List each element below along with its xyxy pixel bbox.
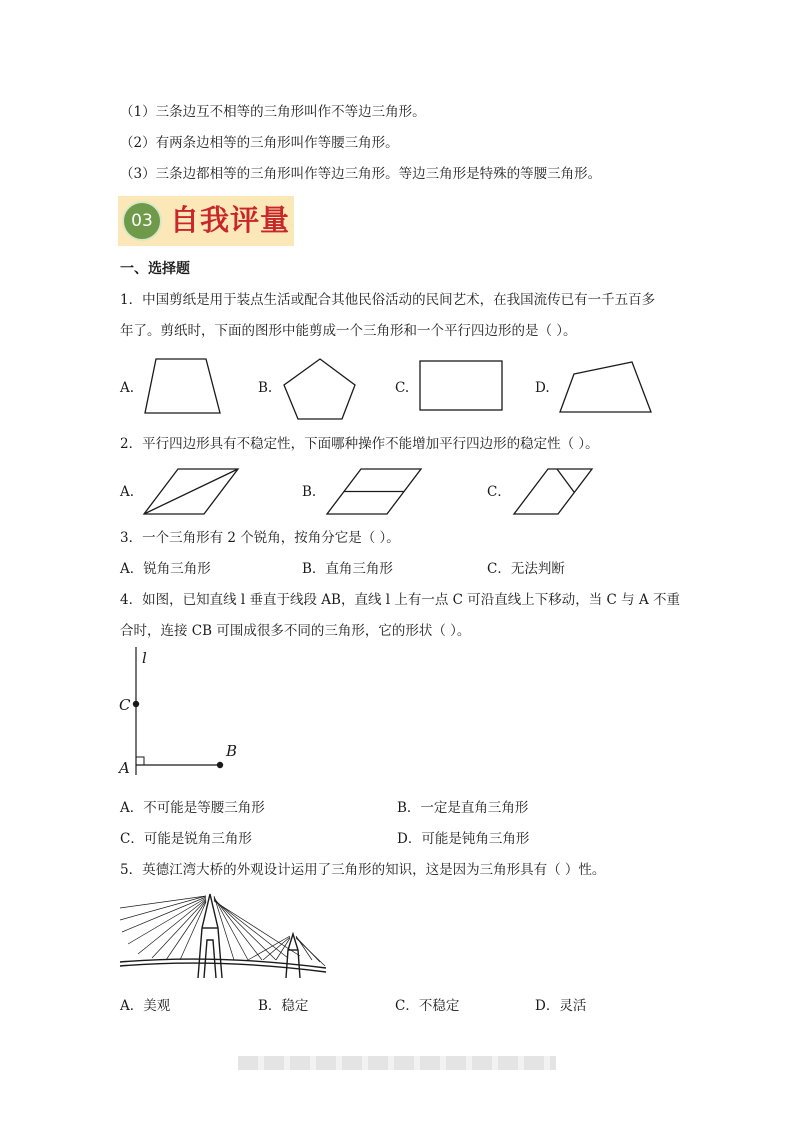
q5-text-line-1: 5．英德江湾大桥的外观设计运用了三角形的知识，这是因为三角形具有（ ）性。 — [120, 862, 606, 878]
q3-text-line-1: 3．一个三角形有 2 个锐角，按角分它是（ ）。 — [120, 530, 400, 546]
label-l: l — [142, 649, 147, 667]
q5-option-c: C．不稳定 — [395, 998, 460, 1014]
label-a: A — [119, 759, 130, 777]
point-b — [217, 762, 223, 768]
q3-option-b: B．直角三角形 — [302, 561, 393, 577]
section-heading: 一、选择题 — [120, 261, 190, 277]
section-title: 自我评量 — [170, 203, 291, 237]
q3-option-a: A．锐角三角形 — [120, 561, 211, 577]
q5-option-b: B．稳定 — [258, 998, 309, 1014]
q1-quadrilateral-figure — [556, 358, 656, 416]
intro-line-1: （1）三条边互不相等的三角形叫作不等边三角形。 — [120, 104, 426, 120]
q1-option-a-label: A. — [120, 380, 135, 396]
q4-option-b: B．一定是直角三角形 — [397, 800, 529, 816]
q2-parallelogram-diagonal-figure — [142, 466, 242, 518]
q1-text-line-1: 1．中国剪纸是用于装点生活或配合其他民俗活动的民间艺术，在我国流传已有一千五百多 — [120, 292, 656, 308]
label-c: C — [119, 696, 131, 714]
q2-parallelogram-corner-figure — [512, 466, 612, 518]
q4-geometry-figure — [110, 645, 250, 780]
q2-option-c-label: C． — [487, 484, 511, 500]
intro-line-3: （3）三条边都相等的三角形叫作等边三角形。等边三角形是特殊的等腰三角形。 — [120, 166, 602, 182]
q2-text-line-1: 2．平行四边形具有不稳定性，下面哪种操作不能增加平行四边形的稳定性（ ）。 — [120, 436, 599, 452]
q5-bridge-illustration — [118, 888, 328, 983]
q4-text-line-1: 4．如图，已知直线 l 垂直于线段 AB，直线 l 上有一点 C 可沿直线上下移动，当 C 与 A 不重 — [120, 592, 681, 608]
q4-option-c: C．可能是锐角三角形 — [120, 831, 252, 847]
right-angle-mark — [136, 757, 144, 765]
q5-option-d: D．灵活 — [535, 998, 587, 1014]
q2-option-a-label: A. — [120, 484, 135, 500]
q2-parallelogram-midline-figure — [325, 466, 425, 518]
q1-option-c-label: C. — [395, 380, 410, 396]
q1-text-line-2: 年了。剪纸时，下面的图形中能剪成一个三角形和一个平行四边形的是（ ）。 — [120, 323, 577, 339]
intro-line-2: （2）有两条边相等的三角形叫作等腰三角形。 — [120, 135, 399, 151]
footer-watermark — [238, 1056, 556, 1070]
q4-text-line-2: 合时，连接 CB 可围成很多不同的三角形，它的形状（ ）。 — [120, 623, 471, 639]
point-c — [133, 701, 139, 707]
q4-option-d: D．可能是钝角三角形 — [397, 831, 530, 847]
q5-option-a: A．美观 — [120, 998, 171, 1014]
q3-option-c: C．无法判断 — [487, 561, 565, 577]
section-badge — [118, 196, 294, 246]
q1-rectangle-figure — [418, 358, 508, 414]
q4-option-a: A．不可能是等腰三角形 — [120, 800, 265, 816]
q2-option-b-label: B. — [302, 484, 317, 500]
q1-pentagon-figure — [278, 355, 363, 425]
q1-trapezoid-figure — [140, 355, 230, 420]
q1-option-b-label: B. — [258, 380, 273, 396]
section-number: 03 — [122, 201, 162, 241]
q1-option-d-label: D. — [535, 380, 550, 396]
label-b: B — [226, 742, 238, 760]
